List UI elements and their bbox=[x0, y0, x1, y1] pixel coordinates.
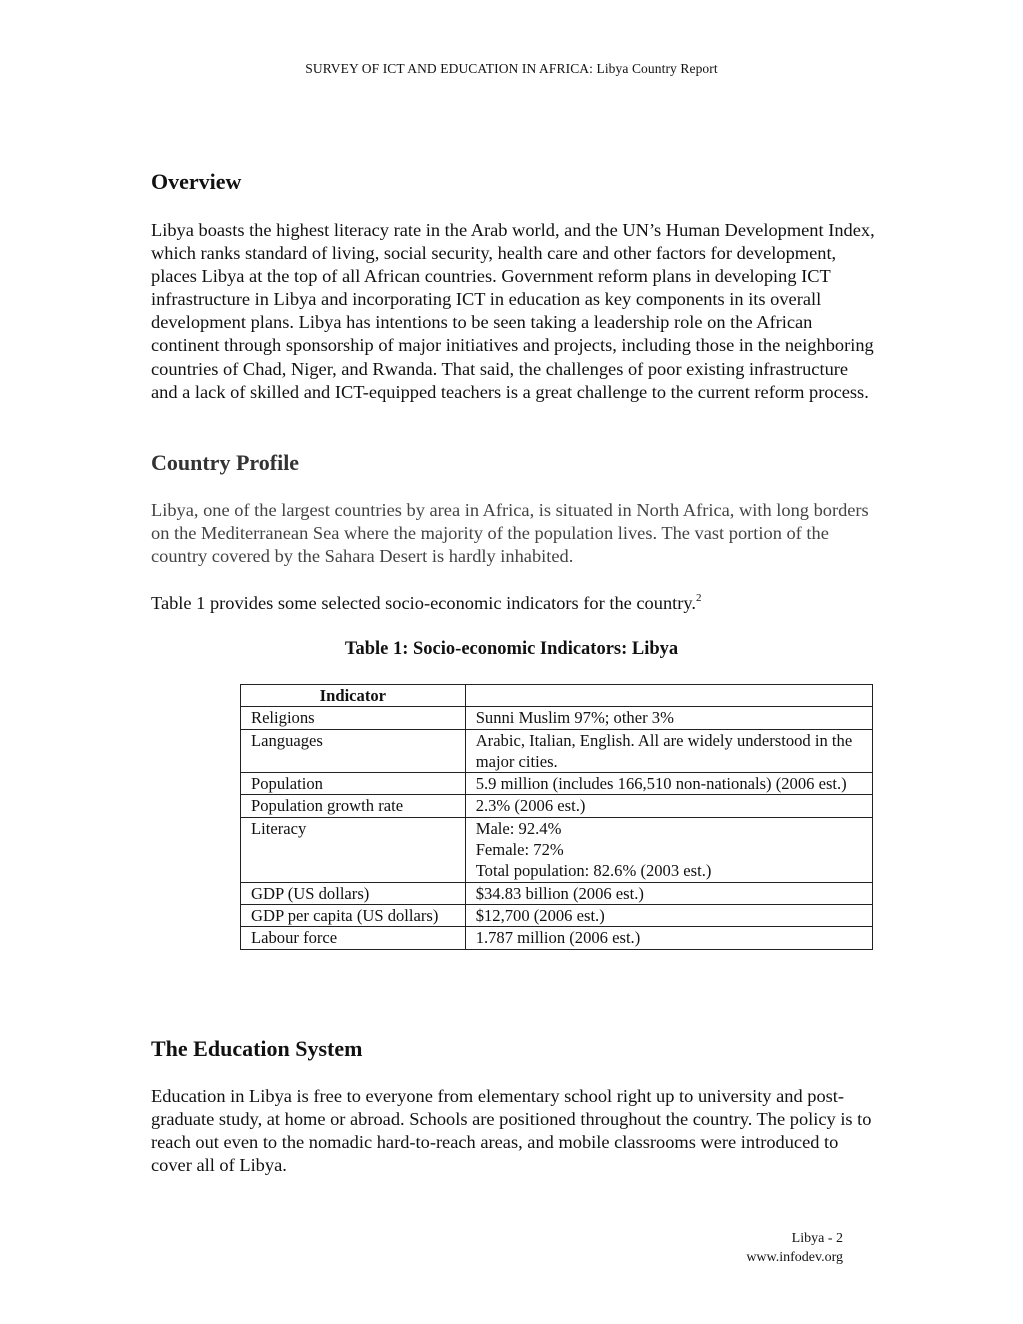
column-header-value bbox=[465, 685, 872, 707]
table-row bbox=[241, 707, 873, 729]
section-heading-overview: Overview bbox=[151, 169, 242, 194]
overview-paragraph: Libya boasts the highest literacy rate in the Arab world, and the UN’s Human Development Index, which ranks standard of living, social security, health care and other factors for development, places Libya at the top of all African countries. Government reform plans in developing ICT infrastructure in Libya and incorporating ICT in education as key components in its overall development plans. Libya has intentions to be seen taking a leadership role on the African continent through sponsorship of major initiatives and projects, including those in the neighboring countries of Chad, Niger, and Rwanda. That said, the challenges of poor existing infrastructure and a lack of skilled and ICT-equipped teachers is a great challenge to the current reform process. bbox=[151, 220, 875, 402]
table-header-row bbox=[241, 685, 873, 707]
running-header: SURVEY OF ICT AND EDUCATION IN AFRICA: Libya Country Report bbox=[305, 61, 718, 76]
value-cell bbox=[465, 882, 872, 904]
country-profile-paragraph: Libya, one of the largest countries by area in Africa, is situated in North Africa, with long borders on the Mediterranean Sea where the majority of the population lives. The vast portion of the country covered by the Sahara Desert is hardly inhabited. bbox=[151, 500, 869, 567]
value-line: Total population: 82.6% (2003 est.) bbox=[475, 861, 712, 881]
indicator-cell: Literacy bbox=[241, 817, 466, 882]
column-header-indicator: Indicator bbox=[241, 685, 466, 707]
value-line: Male: 92.4% bbox=[475, 818, 562, 838]
table-intro-text: Table 1 provides some selected socio-economic indicators for the country. bbox=[151, 593, 696, 613]
table-row bbox=[241, 882, 873, 904]
table-row bbox=[241, 795, 873, 817]
indicators-table bbox=[240, 684, 873, 950]
section-heading-country-profile: Country Profile bbox=[151, 450, 300, 475]
footer-website: www.infodev.org bbox=[746, 1250, 843, 1265]
value-cell bbox=[465, 773, 872, 795]
footnote-reference: 2 bbox=[695, 592, 702, 604]
table-caption: Table 1: Socio-economic Indicators: Libya bbox=[344, 639, 679, 659]
value-line: Arabic, Italian, English. All are widely understood in the major cities. bbox=[475, 730, 853, 771]
indicator-cell: Population bbox=[241, 773, 466, 795]
table-row bbox=[241, 773, 873, 795]
value-line: Sunni Muslim 97%; other 3% bbox=[475, 708, 674, 728]
page-footer bbox=[746, 1229, 843, 1267]
indicator-cell: Religions bbox=[241, 707, 466, 729]
value-cell bbox=[465, 795, 872, 817]
value-cell bbox=[465, 707, 872, 729]
indicator-cell: GDP per capita (US dollars) bbox=[241, 904, 466, 926]
table-intro-paragraph bbox=[151, 592, 879, 615]
indicator-cell: Population growth rate bbox=[241, 795, 466, 817]
value-cell bbox=[465, 729, 872, 773]
table-row bbox=[241, 729, 873, 773]
table-row bbox=[241, 817, 873, 882]
indicator-cell: Labour force bbox=[241, 927, 466, 949]
value-cell bbox=[465, 817, 872, 882]
value-line: 2.3% (2006 est.) bbox=[475, 796, 586, 816]
value-line: $12,700 (2006 est.) bbox=[475, 905, 605, 925]
indicator-cell: Languages bbox=[241, 729, 466, 773]
value-cell bbox=[465, 904, 872, 926]
page-number: Libya - 2 bbox=[791, 1231, 843, 1246]
value-cell bbox=[465, 927, 872, 949]
value-line: $34.83 billion (2006 est.) bbox=[475, 883, 644, 903]
table-row bbox=[241, 904, 873, 926]
indicator-cell: GDP (US dollars) bbox=[241, 882, 466, 904]
table-row bbox=[241, 927, 873, 949]
value-line: Female: 72% bbox=[475, 840, 564, 860]
value-line: 5.9 million (includes 166,510 non-nationals) (2006 est.) bbox=[475, 774, 847, 794]
education-system-paragraph: Education in Libya is free to everyone from elementary school right up to university and post-graduate study, at home or abroad. Schools are positioned throughout the country. The policy is to reach out even to the nomadic hard-to-reach areas, and mobile classrooms were introduced to cover all of Libya. bbox=[151, 1086, 872, 1176]
value-line: 1.787 million (2006 est.) bbox=[475, 928, 641, 948]
section-heading-education-system: The Education System bbox=[151, 1036, 363, 1061]
table-body bbox=[241, 707, 873, 949]
